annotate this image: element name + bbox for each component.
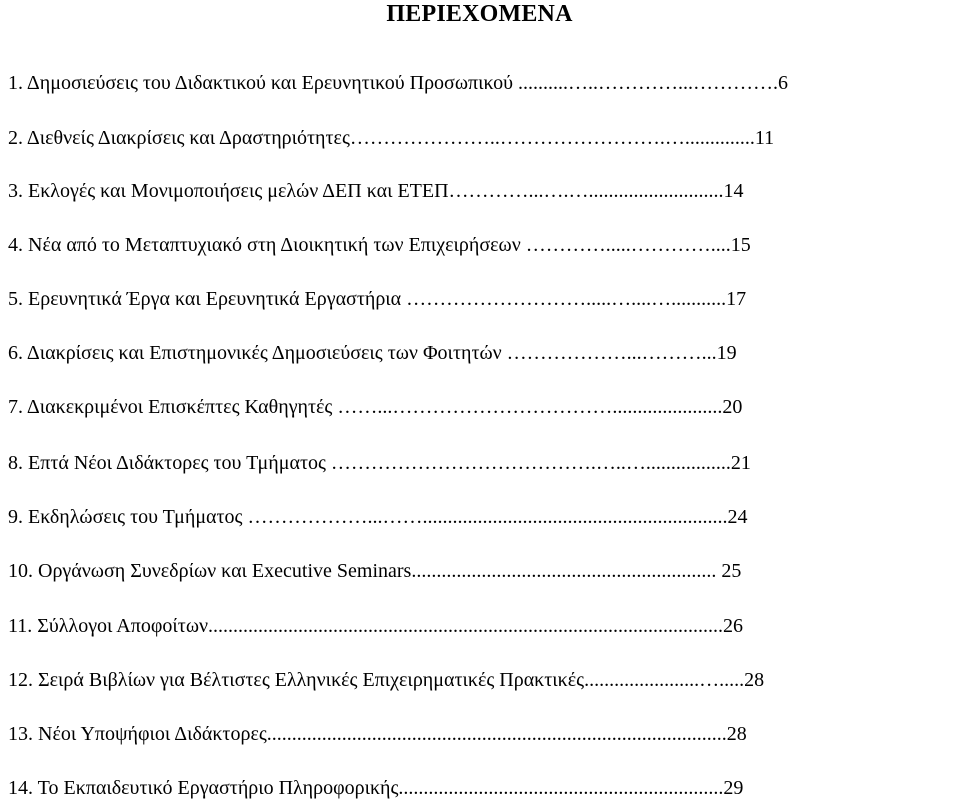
toc-entry-7: 7. Διακεκριμένοι Επισκέπτες Καθηγητές ……...……………………………......................20 (8, 396, 743, 418)
toc-entry-11: 11. Σύλλογοι Αποφοίτων.......................................................................................................26 (8, 615, 744, 637)
toc-entry-6: 6. Διακρίσεις και Επιστημονικές Δημοσιεύσεις των Φοιτητών ………………...………...19 (8, 342, 737, 364)
toc-entry-12: 12. Σειρά Βιβλίων για Βέλτιστες Ελληνικές Επιχειρηματικές Πρακτικές.......................….....28 (8, 669, 765, 691)
toc-entry-4: 4. Νέα από το Μεταπτυχιακό στη Διοικητική των Επιχειρήσεων ………….....…………....15 (8, 234, 751, 256)
toc-entry-3: 3. Εκλογές και Μονιμοποιήσεις μελών ΔΕΠ και ΕΤΕΠ…………...….…...........................14 (8, 180, 744, 202)
toc-entry-5: 5. Ερευνητικά Έργα και Ερευνητικά Εργαστήρια ……………………….....…....…...........17 (8, 288, 747, 310)
toc-entry-1: 1. Δημοσιεύσεις του Διδακτικού και Ερευνητικού Προσωπικού ..........…..…………...………….6 (8, 72, 789, 94)
toc-entry-2: 2. Διεθνείς Διακρίσεις και Δραστηριότητες…………………..…………………….…..............11 (8, 127, 775, 149)
toc-entry-9: 9. Εκδηλώσεις του Τμήματος ………………...…….............................................................24 (8, 506, 748, 528)
toc-entry-10: 10. Οργάνωση Συνεδρίων και Executive Seminars............................................................. 25 (8, 560, 742, 582)
toc-entry-14: 14. Το Εκπαιδευτικό Εργαστήριο Πληροφορικής.................................................................29 (8, 777, 744, 799)
toc-entry-8: 8. Επτά Νέοι Διδάκτορες του Τμήματος ………………………………….…..….................21 (8, 452, 751, 474)
toc-entry-13: 13. Νέοι Υποψήφιοι Διδάκτορες............................................................................................28 (8, 723, 747, 745)
page-title: ΠΕΡΙΕΧΟΜΕΝΑ (386, 1, 573, 27)
